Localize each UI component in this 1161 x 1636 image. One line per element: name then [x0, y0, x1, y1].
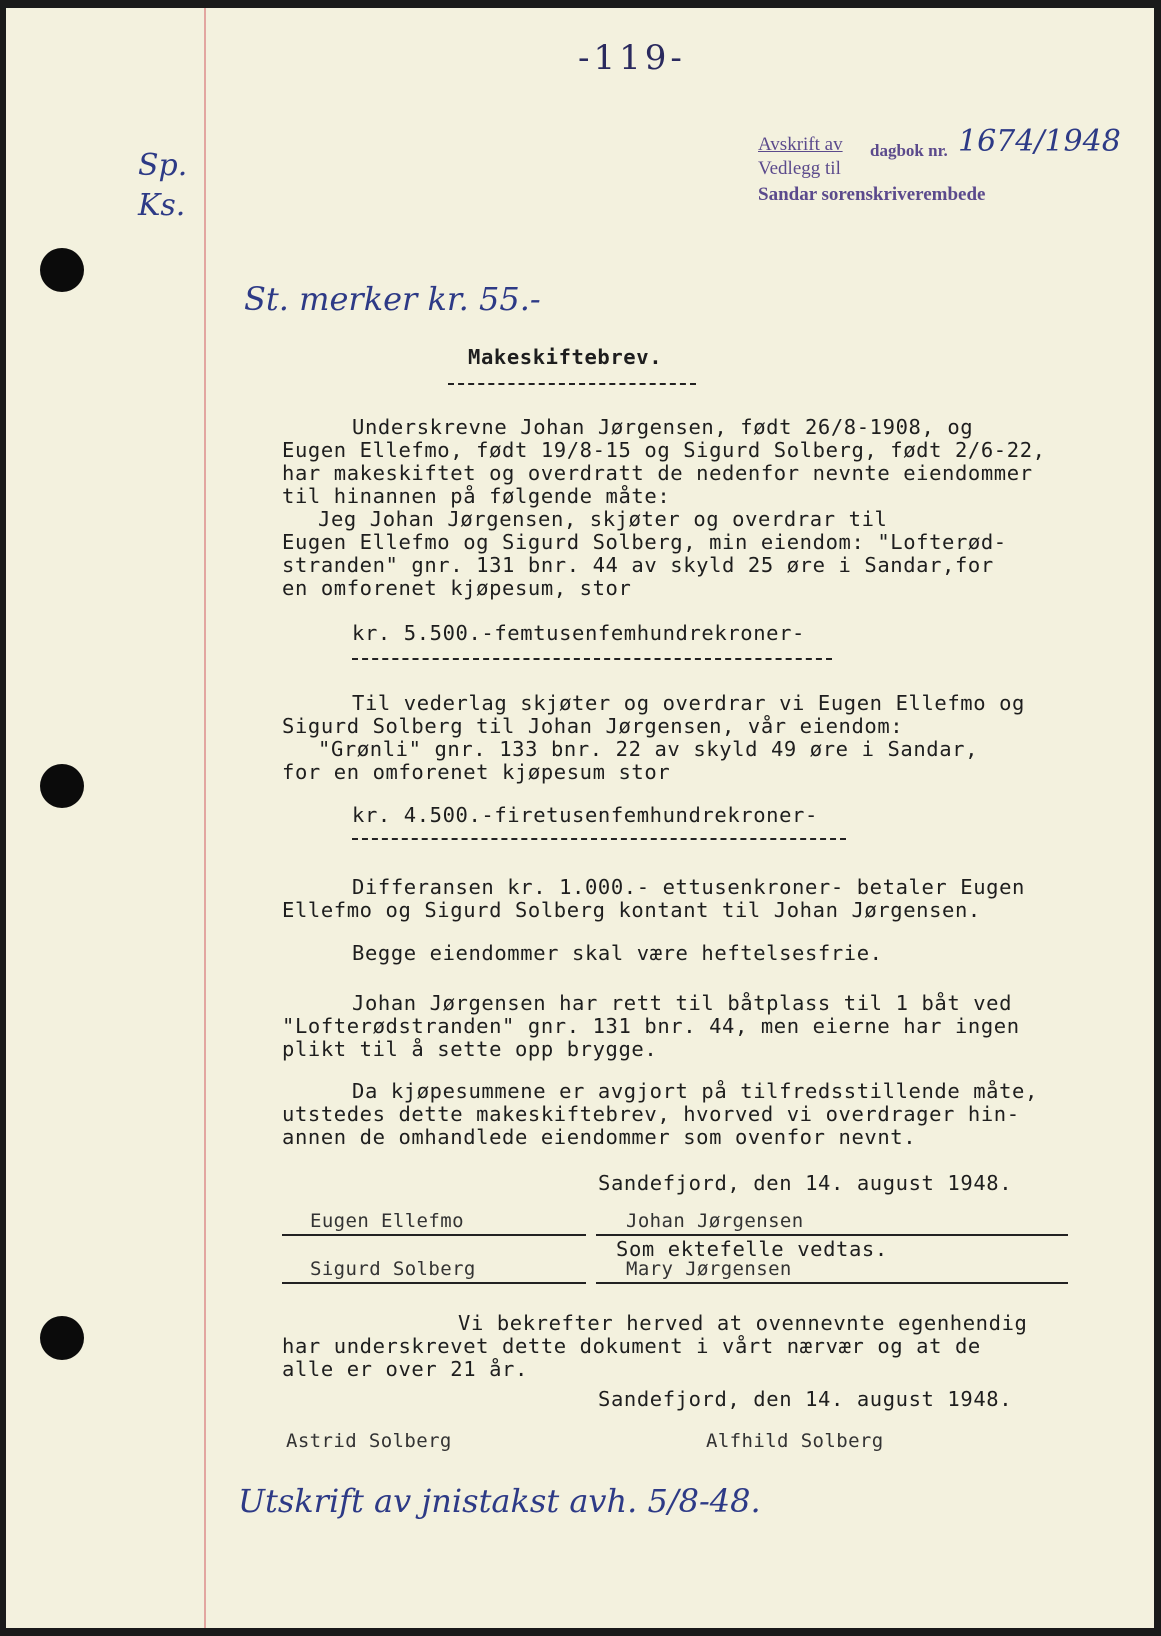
signature-line [282, 1282, 586, 1284]
margin-rule [204, 8, 206, 1628]
para1-line: Underskrevne Johan Jørgensen, født 26/8-1908, og [352, 415, 974, 439]
witness-line: Vi bekrefter herved at ovennevnte egenhendig [458, 1311, 1028, 1335]
para1-line: Eugen Ellefmo, født 19/8-15 og Sigurd Solberg, født 2/6-22, [282, 438, 1046, 462]
amount1: kr. 5.500.-femtusenfemhundrekroner- [352, 621, 805, 645]
place-date: Sandefjord, den 14. august 1948. [598, 1171, 1013, 1195]
witness-line: har underskrevet dette dokument i vårt nærvær og at de [282, 1334, 981, 1358]
stamp-line1: Avskrift av [758, 134, 843, 155]
amount2-underline [352, 838, 846, 840]
para6-line: "Lofterødstranden" gnr. 131 bnr. 44, men eierne har ingen [282, 1014, 1020, 1038]
signature-line [596, 1234, 1068, 1236]
para2-line: stranden" gnr. 131 bnr. 44 av skyld 25 øre i Sandar,for [282, 553, 994, 577]
para4-line: Differansen kr. 1.000.- ettusenkroner- betaler Eugen [352, 875, 1025, 899]
stamp-note: St. merker kr. 55.- [244, 280, 541, 318]
stamp-line2: Vedlegg til [758, 158, 841, 179]
para6-line: Johan Jørgensen har rett til båtplass til 1 båt ved [352, 991, 1013, 1015]
signature-mary: Mary Jørgensen [626, 1258, 792, 1280]
punch-hole [40, 248, 84, 292]
para1-line: til hinannen på følgende måte: [282, 484, 671, 508]
witness-line: alle er over 21 år. [282, 1357, 528, 1381]
punch-hole [40, 764, 84, 808]
stamp-dagbok: dagbok nr. [870, 141, 948, 160]
signature-johan: Johan Jørgensen [626, 1210, 804, 1232]
para7-line: utstedes dette makeskiftebrev, hvorved vi overdrager hin- [282, 1102, 1020, 1126]
para3-line: "Grønli" gnr. 133 bnr. 22 av skyld 49 øre i Sandar, [318, 737, 979, 761]
page-number: -119- [578, 38, 686, 78]
para7-line: Da kjøpesummene er avgjort på tilfredsstillende måte, [352, 1079, 1038, 1103]
place-date-2: Sandefjord, den 14. august 1948. [598, 1387, 1013, 1411]
margin-initials: Sp. Ks. [138, 148, 188, 223]
signature-eugen: Eugen Ellefmo [310, 1210, 464, 1232]
footer-note: Utskrift av jnistakst avh. 5/8-48. [238, 1482, 761, 1520]
witness-alfhild: Alfhild Solberg [706, 1430, 884, 1452]
para2-line: Eugen Ellefmo og Sigurd Solberg, min eiendom: "Lofterød- [282, 530, 1007, 554]
para4-line: Ellefmo og Sigurd Solberg kontant til Johan Jørgensen. [282, 898, 981, 922]
stamp-dagbok-number: 1674/1948 [958, 124, 1121, 159]
signature-sigurd: Sigurd Solberg [310, 1258, 476, 1280]
title-underline [448, 383, 696, 385]
para3-line: Til vederlag skjøter og overdrar vi Eugen Ellefmo og [352, 691, 1025, 715]
punch-hole [40, 1316, 84, 1360]
para7-line: annen de omhandlede eiendommer som ovenfor nevnt. [282, 1125, 917, 1149]
amount2: kr. 4.500.-firetusenfemhundrekroner- [352, 803, 818, 827]
para2-line: en omforenet kjøpesum, stor [282, 576, 632, 600]
para2-line: Jeg Johan Jørgensen, skjøter og overdrar til [318, 507, 888, 531]
document-title: Makeskiftebrev. [468, 345, 663, 369]
para6-line: plikt til å sette opp brygge. [282, 1037, 658, 1061]
stamp-line3: Sandar sorenskriverembede [758, 184, 986, 205]
signature-line [596, 1282, 1068, 1284]
witness-astrid: Astrid Solberg [286, 1430, 452, 1452]
amount1-underline [352, 658, 832, 660]
spouse-note: Som ektefelle vedtas. [616, 1237, 888, 1261]
para3-line: Sigurd Solberg til Johan Jørgensen, vår eiendom: [282, 714, 904, 738]
para5: Begge eiendommer skal være heftelsesfrie. [352, 941, 883, 965]
para1-line: har makeskiftet og overdratt de nedenfor nevnte eiendommer [282, 461, 1033, 485]
document-page [6, 8, 1154, 1628]
signature-line [282, 1234, 586, 1236]
para3-line: for en omforenet kjøpesum stor [282, 760, 671, 784]
